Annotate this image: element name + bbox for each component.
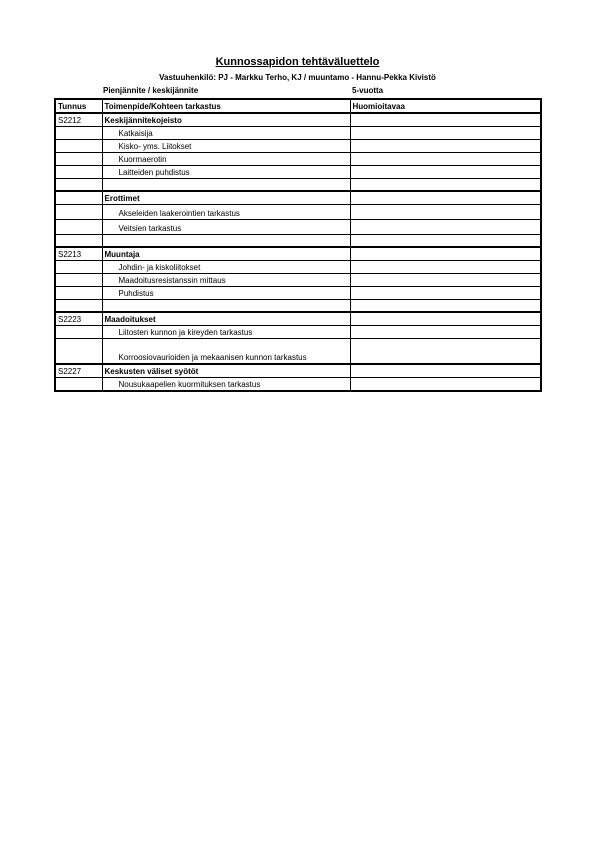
table-row [55, 127, 541, 140]
cell-notes [350, 247, 541, 261]
header-code: Tunnus [55, 99, 102, 113]
table-row [55, 247, 541, 261]
cell-notes [350, 191, 541, 205]
cell-notes [350, 235, 541, 248]
cell-task: Maadoitusresistanssin mittaus [102, 274, 350, 287]
cell-notes [350, 205, 541, 220]
cell-notes [350, 312, 541, 326]
table-row [55, 140, 541, 153]
table-row [55, 191, 541, 205]
cell-task: Korroosiovaurioiden ja mekaanisen kunnon tarkastus [102, 339, 350, 365]
voltage-label: Pienjännite / keskijännite [103, 86, 199, 95]
cell-code [55, 220, 102, 235]
cell-group-title: Muuntaja [102, 247, 350, 261]
cell-notes [350, 364, 541, 378]
cell-task: Johdin- ja kiskoliitokset [102, 261, 350, 274]
cell-code [55, 127, 102, 140]
cell-code [55, 300, 102, 313]
cell-code: S2227 [55, 364, 102, 378]
table-header-row [55, 99, 541, 113]
cell-notes [350, 166, 541, 179]
cell-notes [350, 179, 541, 192]
cell-code [55, 339, 102, 365]
task-table-body [55, 113, 541, 391]
table-row [55, 153, 541, 166]
responsible-persons: Vastuuhenkilö: PJ - Markku Terho, KJ / muuntamo - Hannu-Pekka Kivistö [159, 73, 436, 82]
cell-task: Laitteiden puhdistus [102, 166, 350, 179]
cell-group-title: Keskijännitekojeisto [102, 113, 350, 127]
cell-code [55, 166, 102, 179]
cell-notes [350, 261, 541, 274]
cell-task: Akseleiden laakerointien tarkastus [102, 205, 350, 220]
table-row [55, 179, 541, 192]
cell-notes [350, 287, 541, 300]
cell-task [102, 300, 350, 313]
header-task: Toimenpide/Kohteen tarkastus [102, 99, 350, 113]
cell-task: Nousukaapelien kuormituksen tarkastus [102, 378, 350, 392]
cell-code: S2223 [55, 312, 102, 326]
cell-code: S2213 [55, 247, 102, 261]
cell-code [55, 235, 102, 248]
table-row [55, 300, 541, 313]
cell-notes [350, 140, 541, 153]
cell-code [55, 274, 102, 287]
cell-task: Veitsien tarkastus [102, 220, 350, 235]
cell-code [55, 378, 102, 392]
cell-task: Puhdistus [102, 287, 350, 300]
cell-task: Kisko- yms. Liitokset [102, 140, 350, 153]
table-row [55, 378, 541, 392]
cell-task: Liitosten kunnon ja kireyden tarkastus [102, 326, 350, 339]
cell-task [102, 179, 350, 192]
header-notes: Huomioitavaa [350, 99, 541, 113]
cell-task [102, 235, 350, 248]
cell-task: Kuormaerotin [102, 153, 350, 166]
cell-notes [350, 378, 541, 392]
cell-notes [350, 153, 541, 166]
table-row [55, 274, 541, 287]
cell-code [55, 261, 102, 274]
cell-notes [350, 326, 541, 339]
cell-code [55, 287, 102, 300]
table-row [55, 113, 541, 127]
cell-notes [350, 220, 541, 235]
cell-notes [350, 127, 541, 140]
cell-code [55, 153, 102, 166]
cell-group-title: Maadoitukset [102, 312, 350, 326]
table-row [55, 205, 541, 220]
cell-code [55, 179, 102, 192]
interval-label: 5-vuotta [352, 86, 384, 95]
document-title: Kunnossapidon tehtäväluettelo [215, 56, 380, 68]
table-row [55, 235, 541, 248]
cell-notes [350, 300, 541, 313]
cell-notes [350, 113, 541, 127]
cell-code [55, 140, 102, 153]
cell-code: S2212 [55, 113, 102, 127]
cell-group-title: Keskusten väliset syötöt [102, 364, 350, 378]
table-row [55, 312, 541, 326]
table-row [55, 220, 541, 235]
cell-code [55, 191, 102, 205]
table-row [55, 166, 541, 179]
cell-notes [350, 274, 541, 287]
table-row [55, 261, 541, 274]
cell-notes [350, 339, 541, 365]
table-row [55, 326, 541, 339]
cell-code [55, 326, 102, 339]
task-table [54, 98, 542, 392]
table-row [55, 287, 541, 300]
cell-code [55, 205, 102, 220]
cell-group-title: Erottimet [102, 191, 350, 205]
table-row [55, 339, 541, 365]
cell-task: Katkaisija [102, 127, 350, 140]
table-row [55, 364, 541, 378]
